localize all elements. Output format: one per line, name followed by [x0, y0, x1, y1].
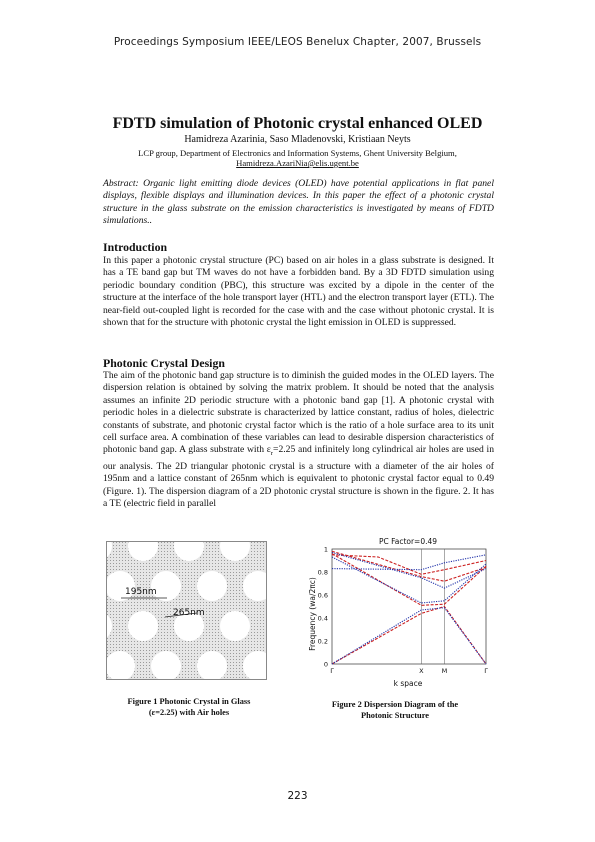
chart-y-tick-label: 0: [323, 660, 328, 669]
figure1-caption-line2: (ε=2.25) with Air holes: [148, 707, 230, 717]
chart-x-tick-label: M: [441, 667, 448, 675]
affiliation: LCP group, Department of Electronics and Information Systems, Ghent University Belgium,: [138, 148, 457, 158]
chart-y-tick-label: 1: [323, 545, 328, 554]
figure1-caption-line1: Figure 1 Photonic Crystal in Glass: [127, 697, 251, 706]
author-email: [60, 158, 535, 168]
section-text-introduction: In this paper a photonic crystal structure (PC) based on air holes in a glass substrate is designed. It has a TE band gap but TM waves do not have a forbidden band. By a 3D FDTD simulation using periodic boundary condition (PBC), this structure was excited by a dipole in the center of the structure at the interface of the hole transport layer (HTL) and the electron transport layer (ETL). The near-field out-coupled light is recorded for the case with and the case without photonic crystal. It is shown that for the structure with photonic crystal the light emission in OLED is suppressed.: [103, 255, 494, 329]
figure2-caption-line1: Figure 2 Dispersion Diagram of the: [331, 700, 459, 709]
band-line-8: [332, 555, 486, 570]
chart-y-tick-label: 0.4: [317, 614, 328, 623]
diameter-label: 195nm: [125, 587, 157, 597]
pc-text-subscript: r: [270, 450, 274, 458]
section-heading-introduction: Introduction: [103, 240, 168, 254]
paper-title: FDTD simulation of Photonic crystal enhanced OLED: [112, 115, 483, 132]
figure-dispersion-diagram: [296, 536, 496, 691]
chart-y-tick-label: 0.6: [317, 591, 328, 600]
chart-y-tick-label: 0.2: [317, 637, 328, 646]
chart-x-tick-label: Γ: [484, 667, 488, 675]
chart-title: PC Factor=0.49: [378, 537, 438, 546]
chart-y-axis-label: Frequency (wa/2πc): [308, 577, 317, 651]
abstract: Abstract: Organic light emitting diode devices (OLED) have potential applications in flat panel displays, flexible displays and illumination devices. In this paper the effect of a photonic crystal structure in the glass substrate on the emission characteristics is investigated by means of FDTD simulations..: [103, 178, 494, 227]
email-link[interactable]: Hamidreza.AzariNia@elis.ugent.be: [236, 158, 359, 168]
band-line-2: [332, 554, 486, 606]
band-line-6: [332, 557, 486, 603]
chart-x-axis-label: k space: [393, 679, 423, 688]
section-heading-photonic-crystal-design: Photonic Crystal Design: [103, 356, 225, 370]
figure2-caption-line2: Photonic Structure: [360, 710, 429, 720]
band-line-5: [332, 608, 486, 664]
lattice-constant-label: 265nm: [173, 608, 205, 618]
figure1-caption: [99, 697, 279, 718]
page-number: 223: [287, 790, 308, 802]
figure-photonic-crystal: [106, 541, 267, 680]
figure2-caption: [300, 700, 490, 721]
chart-x-tick-label: X: [419, 667, 424, 675]
section-text-photonic-crystal-design: [103, 370, 494, 510]
air-hole: [197, 571, 227, 601]
chart-x-tick-label: Γ: [330, 667, 334, 675]
author-list: Hamidreza Azarinia, Saso Mladenovski, Kristiaan Neyts: [184, 134, 411, 145]
running-header: Proceedings Symposium IEEE/LEOS Benelux Chapter, 2007, Brussels: [113, 36, 482, 48]
air-hole: [220, 611, 250, 641]
band-line-1: [332, 607, 486, 665]
dispersion-chart: [296, 536, 496, 691]
pc-text-part2: =2.25 and infinitely long cylindrical air holes are used in our analysis. The 2D triangular photonic crystal is a structure with a diameter of the air holes of 195nm and a lattice constant of 265nm which is equivalent to photonic crystal factor equal to 0.49 (Figure. 1). The dispersion diagram of a 2D photonic crystal structure is shown in the figure. 2. It has a TE (electric field in parallel: [103, 444, 494, 509]
air-hole: [128, 611, 158, 641]
chart-y-tick-label: 0.8: [317, 568, 328, 577]
pc-text-part1: The aim of the photonic band gap structure is to diminish the guided modes in the OLED layers. The dispersion relation is obtained by solving the matrix problem. It should be noted that the analysis assumes an infinite 2D periodic structure with a photonic band gap [1]. A photonic crystal with periodic holes in a dielectric substrate is characterized by lattice constant, radius of holes, dielectric constants of substrate, and photonic crystal factor which is the ratio of a hole surface area to its unit cell surface area. A combination of these variables can lead to desirable dispersion characteristics of photonic band gap. A glass substrate with ε: [103, 370, 494, 456]
photonic-crystal-image: [107, 542, 266, 679]
chart-plot-frame: [332, 549, 486, 664]
